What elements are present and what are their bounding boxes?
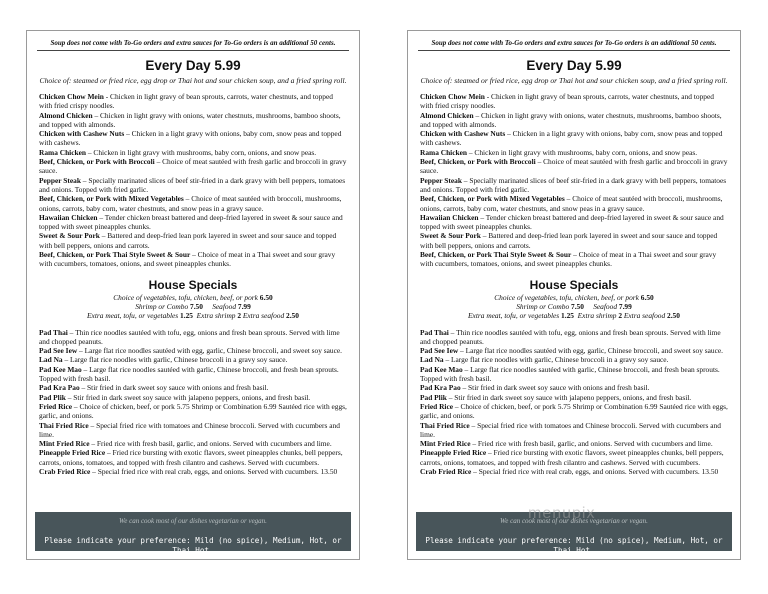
item-desc: – Special fried rice with tomatoes and Chinese broccoli. Served with cucumbers and lime. <box>39 420 340 439</box>
item-desc: – Chicken in light gravy with onions, water chestnuts, mushrooms, bamboo shoots, and topped with almonds. <box>420 110 722 129</box>
item-desc: – Large flat rice noodles with garlic, Chinese broccoli in a gravy soy sauce. <box>62 355 288 365</box>
item-name: Chicken with Cashew Nuts <box>420 129 506 139</box>
item-name: Almond Chicken <box>39 110 93 120</box>
item-desc: – Special fried rice with real crab, eggs, and onions. Served with cucumbers. 13.50 <box>90 466 338 476</box>
menu-item <box>420 194 728 213</box>
menu-item <box>39 111 347 130</box>
menu-item <box>420 157 728 176</box>
item-desc: – Stir fried in dark sweet soy sauce with jalapeno peppers, onions, and fresh basil. <box>65 392 311 402</box>
item-name: Lad Na <box>39 355 63 365</box>
menu-item <box>420 355 728 364</box>
item-name: Mint Fried Rice <box>420 439 471 449</box>
divider <box>418 50 730 51</box>
item-name: Pad Kee Mao <box>39 364 82 374</box>
menu-item <box>39 346 347 355</box>
item-desc: – Choice of chicken, beef, or pork 5.75 Shrimp or Combination 6.99 Sautéed rice with eggs, garlic, and onions. <box>39 401 347 421</box>
item-desc: – Choice of meat sautéed with fresh garlic and broccoli in gravy sauce. <box>420 157 728 176</box>
item-desc: – Large flat rice noodles with garlic, Chinese broccoli in a gravy soy sauce. <box>443 355 669 365</box>
item-desc: – Chicken in a light gravy with onions, baby corn, snow peas and topped with cashews. <box>39 129 342 148</box>
house-price-line: Shrimp or Combo 7.50 Seafood 7.99 <box>135 301 251 311</box>
menu-item <box>420 439 728 448</box>
menu-item <box>420 111 728 130</box>
menu-item <box>420 365 728 384</box>
item-name: Pad Thai <box>39 327 68 337</box>
watermark: menupix <box>528 505 596 522</box>
item-name: Sweet & Sour Pork <box>420 231 481 241</box>
menu-item <box>420 176 728 195</box>
item-name: Pad See Iew <box>39 346 78 356</box>
menu-item <box>39 328 347 347</box>
house-specials-title: House Specials <box>529 277 619 292</box>
menu-item <box>39 92 347 111</box>
item-name: Pad Kra Pao <box>39 383 80 393</box>
house-price-line: Choice of vegetables, tofu, chicken, beef, or pork 6.50 <box>113 292 273 302</box>
item-name: Pad Plik <box>39 392 66 402</box>
item-name: Thai Fried Rice <box>420 420 470 430</box>
vegetarian-note: We can cook most of our dishes vegetarian or vegan. <box>119 517 267 525</box>
item-desc: – Specially marinated slices of beef stir-fried in a dark gravy with bell peppers, tomatoes and onions. Topped with fried garlic. <box>39 175 346 194</box>
item-desc: – Large flat rice noodles sautéed with egg, garlic, Chinese broccoli, and sweet soy sauce. <box>77 346 342 356</box>
menu-item <box>39 250 347 269</box>
menu-item <box>39 402 347 421</box>
item-desc: – Special fried rice with tomatoes and Chinese broccoli. Served with cucumbers and lime. <box>420 420 721 439</box>
item-desc: – Tender chicken breast battered and deep-fried layered in sweet & sour sauce and topped with sweet pineapples chunks. <box>420 212 724 232</box>
menu-item <box>39 421 347 440</box>
menu-item <box>420 467 728 476</box>
item-name: Beef, Chicken, or Pork with Broccoli <box>39 157 155 167</box>
item-name: Rama Chicken <box>420 147 468 157</box>
item-name: Chicken with Cashew Nuts <box>39 129 125 139</box>
item-name: Pepper Steak <box>420 175 462 185</box>
item-name: Almond Chicken <box>420 110 474 120</box>
item-name: Crab Fried Rice <box>39 466 91 476</box>
menu-item <box>420 328 728 347</box>
item-name: Beef, Chicken, or Pork Thai Style Sweet & Sour <box>39 250 191 260</box>
item-name: Thai Fried Rice <box>39 420 89 430</box>
menu-item <box>39 213 347 232</box>
menu-item <box>39 157 347 176</box>
item-desc: – Chicken in light gravy with onions, water chestnuts, mushrooms, bamboo shoots, and topped with almonds. <box>39 110 341 129</box>
preference-footer <box>35 512 351 555</box>
item-name: Hawaiian Chicken <box>39 212 98 222</box>
item-name: Lad Na <box>420 355 444 365</box>
item-name: Pad See Iew <box>420 346 459 356</box>
house-price-line: Shrimp or Combo 7.50 Seafood 7.99 <box>516 301 632 311</box>
menu-item <box>39 355 347 364</box>
item-desc: – Choice of chicken, beef, or pork 5.75 Shrimp or Combination 6.99 Sautéed rice with eggs, garlic, and onions. <box>420 401 728 421</box>
item-name: Beef, Chicken, or Pork with Mixed Vegetables <box>420 194 565 204</box>
item-desc: – Fried rice with fresh basil, garlic, and onions. Served with cucumbers and lime. <box>470 439 713 449</box>
menu-item <box>39 148 347 157</box>
item-desc: – Specially marinated slices of beef stir-fried in a dark gravy with bell peppers, tomatoes and onions. Topped with fried garlic. <box>420 175 727 194</box>
item-desc: – Special fried rice with real crab, eggs, and onions. Served with cucumbers. 13.50 <box>471 466 719 476</box>
menu-page-right <box>407 30 741 560</box>
vegetarian-note: We can cook most of our dishes vegetarian or vegan. <box>500 517 648 525</box>
item-desc: - Chicken in light gravy of bean sprouts, carrots, water chestnuts, and topped with fried crispy noodles. <box>39 92 333 111</box>
item-name: Pad Thai <box>420 327 449 337</box>
menu-item <box>420 421 728 440</box>
item-name: Pineapple Fried Rice <box>39 448 106 458</box>
item-name: Beef, Chicken, or Pork with Broccoli <box>420 157 536 167</box>
house-extras-line: Extra meat, tofu, or vegetables 1.25 Extra shrimp 2 Extra seafood 2.50 <box>468 311 680 321</box>
spice-preference-note: Please indicate your preference: Mild (no spice), Medium, Hot, or Thai Hot. <box>425 536 723 555</box>
item-name: Pad Plik <box>420 392 447 402</box>
togo-note: Soup does not come with To-Go orders and extra sauces for To-Go orders is an additional 50 cents. <box>431 39 717 47</box>
item-name: Rama Chicken <box>39 147 87 157</box>
menu-item <box>420 383 728 392</box>
menu-item <box>420 213 728 232</box>
every-day-choice: Choice of: steamed or fried rice, egg drop or Thai hot and sour chicken soup, and a fried spring roll. <box>39 76 347 85</box>
item-name: Chicken Chow Mein <box>420 92 485 101</box>
item-name: Mint Fried Rice <box>39 439 90 449</box>
item-desc: – Thin rice noodles sautéed with tofu, egg, onions and fresh bean sprouts. Served with lime and chopped peanuts. <box>420 327 721 346</box>
menu-item <box>39 393 347 402</box>
every-day-list <box>416 92 732 269</box>
every-day-choice: Choice of: steamed or fried rice, egg drop or Thai hot and sour chicken soup, and a fried spring roll. <box>420 76 728 85</box>
menu-item <box>420 231 728 250</box>
item-desc: – Large flat rice noodles sautéed with garlic, Chinese broccoli, and fresh bean sprouts. Topped with fresh basil. <box>420 364 720 384</box>
house-list <box>35 328 351 477</box>
item-desc: – Chicken in light gravy with mushrooms, baby corn, onions, and snow peas. <box>86 147 317 157</box>
item-name: Beef, Chicken, or Pork Thai Style Sweet & Sour <box>420 250 572 260</box>
menu-item <box>39 365 347 384</box>
item-desc: – Stir fried in dark sweet soy sauce with onions and fresh basil. <box>79 383 269 393</box>
every-day-list <box>35 92 351 269</box>
menu-item <box>39 448 347 467</box>
divider <box>37 50 349 51</box>
menu-item <box>39 439 347 448</box>
item-desc: – Tender chicken breast battered and deep-fried layered in sweet & sour sauce and topped with sweet pineapples chunks. <box>39 212 343 232</box>
item-desc: – Choice of meat in a Thai sweet and sour gravy with cucumbers, tomatoes, onions, and sweet pineapples chunks. <box>420 250 717 269</box>
item-name: Pepper Steak <box>39 175 81 185</box>
item-desc: – Choice of meat sautéed with fresh garlic and broccoli in gravy sauce. <box>39 157 347 176</box>
item-desc: – Chicken in light gravy with mushrooms, baby corn, onions, and snow peas. <box>467 147 698 157</box>
item-desc: – Thin rice noodles sautéed with tofu, egg, onions and fresh bean sprouts. Served with lime and chopped peanuts. <box>39 327 340 346</box>
item-desc: – Chicken in a light gravy with onions, baby corn, snow peas and topped with cashews. <box>420 129 723 148</box>
item-desc: – Stir fried in dark sweet soy sauce with jalapeno peppers, onions, and fresh basil. <box>446 392 692 402</box>
item-name: Fried Rice <box>420 401 454 411</box>
item-desc: - Chicken in light gravy of bean sprouts, carrots, water chestnuts, and topped with fried crispy noodles. <box>420 92 714 111</box>
menu-item <box>39 231 347 250</box>
every-day-title: Every Day 5.99 <box>526 58 622 73</box>
menu-item <box>420 393 728 402</box>
house-specials-title: House Specials <box>148 277 238 292</box>
every-day-title: Every Day 5.99 <box>145 58 241 73</box>
item-name: Beef, Chicken, or Pork with Mixed Vegetables <box>39 194 184 204</box>
house-extras-line: Extra meat, tofu, or vegetables 1.25 Extra shrimp 2 Extra seafood 2.50 <box>87 311 299 321</box>
menu-item <box>39 176 347 195</box>
item-name: Sweet & Sour Pork <box>39 231 100 241</box>
menu-item <box>39 194 347 213</box>
item-desc: – Battered and deep-fried lean pork layered in sweet and sour sauce and topped with bell peppers, onions and carrots. <box>39 231 337 250</box>
item-desc: – Fried rice with fresh basil, garlic, and onions. Served with cucumbers and lime. <box>89 439 332 449</box>
menu-item <box>39 383 347 392</box>
item-name: Pad Kra Pao <box>420 383 461 393</box>
item-desc: – Choice of meat in a Thai sweet and sour gravy with cucumbers, tomatoes, onions, and sweet pineapples chunks. <box>39 250 336 269</box>
item-desc: – Choice of meat sautéed with broccoli, mushrooms, onions, carrots, baby corn, water chestnuts, and snow peas in a gravy sauce. <box>420 194 723 213</box>
item-desc: – Large flat rice noodles sautéed with egg, garlic, Chinese broccoli, and sweet soy sauce. <box>458 346 723 356</box>
item-desc: – Large flat rice noodles sautéed with garlic, Chinese broccoli, and fresh bean sprouts. Topped with fresh basil. <box>39 364 339 384</box>
item-name: Hawaiian Chicken <box>420 212 479 222</box>
menu-item <box>420 402 728 421</box>
house-list <box>416 328 732 477</box>
item-desc: – Fried rice bursting with exotic flavors, sweet pineapples chunks, bell peppers, carrots, onions, tomatoes, and topped with fresh cilantro and cashews. Served with cucumbers. <box>420 448 724 467</box>
item-desc: – Stir fried in dark sweet soy sauce with onions and fresh basil. <box>460 383 650 393</box>
house-price-line: Choice of vegetables, tofu, chicken, beef, or pork 6.50 <box>494 292 654 302</box>
item-name: Pineapple Fried Rice <box>420 448 487 458</box>
menu-item <box>420 448 728 467</box>
item-desc: – Choice of meat sautéed with broccoli, mushrooms, onions, carrots, baby corn, water chestnuts, and snow peas in a gravy sauce. <box>39 194 342 213</box>
menu-item <box>420 250 728 269</box>
item-name: Chicken Chow Mein <box>39 92 104 101</box>
item-desc: – Fried rice bursting with exotic flavors, sweet pineapples chunks, bell peppers, carrots, onions, tomatoes, and topped with fresh cilantro and cashews. Served with cucumbers. <box>39 448 343 467</box>
item-desc: – Battered and deep-fried lean pork layered in sweet and sour sauce and topped with bell peppers, onions and carrots. <box>420 231 718 250</box>
item-name: Crab Fried Rice <box>420 466 472 476</box>
togo-note: Soup does not come with To-Go orders and extra sauces for To-Go orders is an additional 50 cents. <box>50 39 336 47</box>
menu-item <box>420 148 728 157</box>
menu-page-left <box>26 30 360 560</box>
menu-item <box>420 92 728 111</box>
spice-preference-note: Please indicate your preference: Mild (no spice), Medium, Hot, or Thai Hot. <box>44 536 342 555</box>
menu-item <box>420 346 728 355</box>
menu-item <box>420 129 728 148</box>
menu-item <box>39 467 347 476</box>
item-name: Fried Rice <box>39 401 73 411</box>
menu-item <box>39 129 347 148</box>
item-name: Pad Kee Mao <box>420 364 463 374</box>
